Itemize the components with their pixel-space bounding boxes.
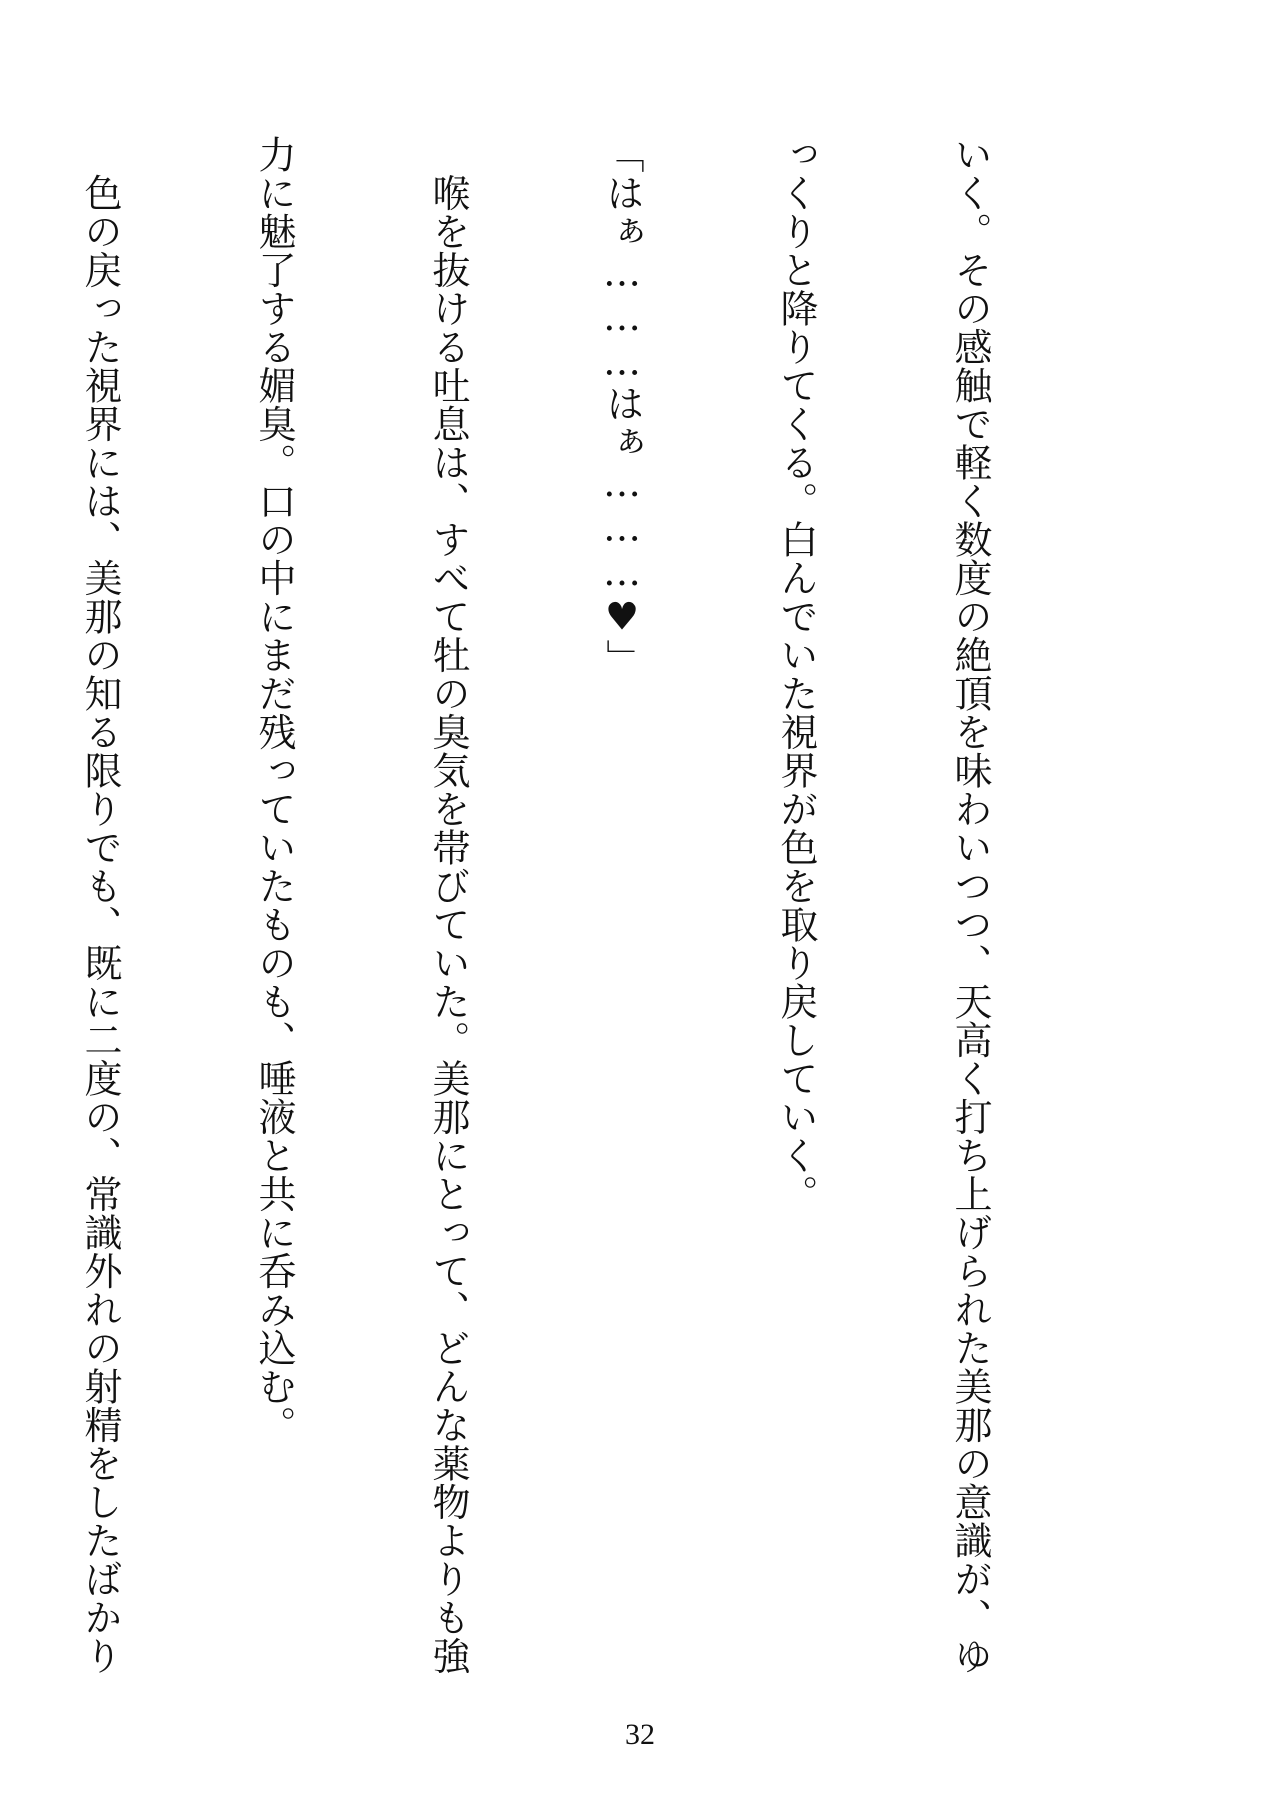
text-line: 力に魅了する媚臭。口の中にまだ残っていたものも、唾液と共に呑み込む。 [252, 135, 296, 1444]
text-line: 「はぁ………はぁ………♥」 [600, 135, 644, 678]
text-line: 喉を抜ける吐息は、すべて牡の臭気を帯びていた。美那にとって、どんな薬物よりも強 [426, 135, 470, 1675]
text-line: いく。その感触で軽く数度の絶頂を味わいつつ、天高く打ち上げられた美那の意識が、ゆ [948, 135, 992, 1675]
text-line: 色の戻った視界には、美那の知る限りでも、既に二度の、常識外れの射精をしたばかり [78, 135, 122, 1675]
text-line: っくりと降りてくる。白んでいた視界が色を取り戻していく。 [774, 135, 818, 1213]
page-number: 32 [625, 1718, 655, 1751]
vertical-text-body [0, 135, 1115, 1680]
